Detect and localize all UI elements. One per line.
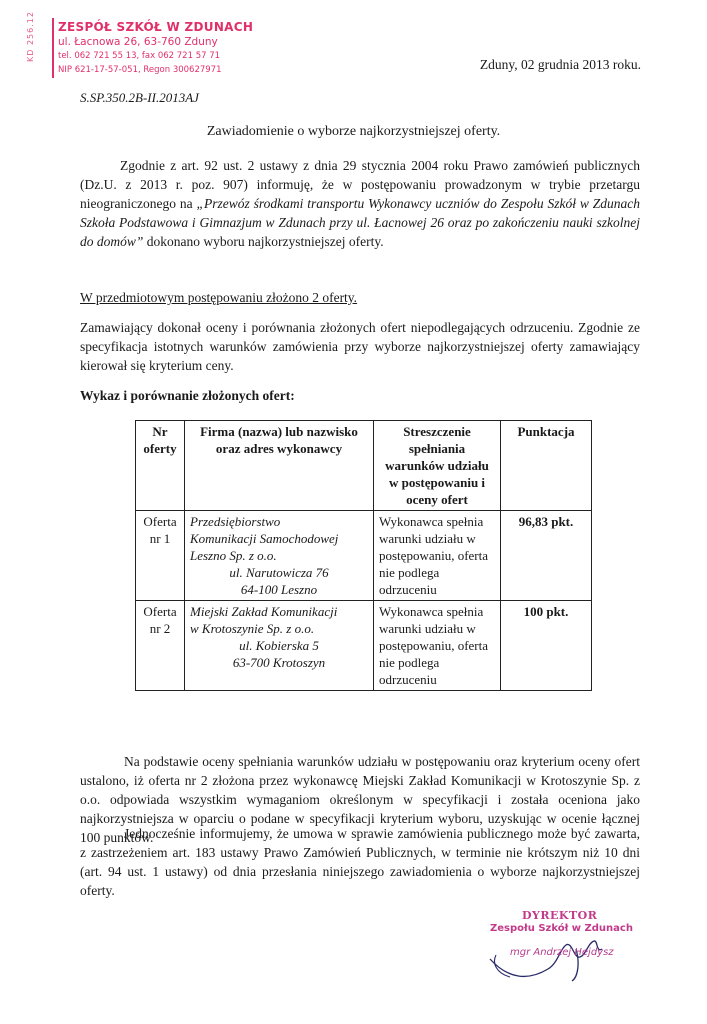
table-heading: Wykaz i porównanie złożonych ofert: <box>80 388 295 403</box>
intro-text-start: Zgodnie z art. 92 ust. 2 ustawy z dnia 29 stycznia 2004 roku Prawo zamówień publicznych (Dz.U. z 2013 r. poz. 907) informuję, że w postępowaniu prowadzonym w trybie przetargu nieograniczonego na <box>80 158 640 211</box>
stamp-phone: tel. 062 721 55 13, fax 062 721 57 71 <box>58 51 221 61</box>
offer-company <box>185 601 374 691</box>
document-title: Zawiadomienie o wyborze najkorzystniejszej oferty. <box>206 124 501 139</box>
stamp-ids: NIP 621-17-57-051, Regon 300627971 <box>58 65 222 75</box>
offer-score: 96,83 pkt. <box>501 511 592 601</box>
company-line: Przedsiębiorstwo <box>190 514 281 529</box>
offer-company <box>185 511 374 601</box>
offer-summary: Wykonawca spełnia warunki udziału w postępowaniu, oferta nie podlega odrzuceniu <box>374 601 501 691</box>
offer-score: 100 pkt. <box>501 601 592 691</box>
contract-paragraph: Jednocześnie informujemy, że umowa w sprawie zamówienia publicznego może być zawarta, z zastrzeżeniem art. 183 ustawy Prawo Zamówień Publicznych, w terminie nie krótszym niż 10 dni (art. 94 ust. 1 ustawy) od dnia przesłania niniejszego zawiadomienia o wyborze najkorzystniejszej oferty. <box>80 826 640 898</box>
table-row <box>136 601 592 691</box>
stamp-divider <box>52 18 54 78</box>
company-line: Miejski Zakład Komunikacji <box>190 604 338 619</box>
table-row <box>136 511 592 601</box>
offer-summary: Wykonawca spełnia warunki udziału w postępowaniu, oferta nie podlega odrzuceniu <box>374 511 501 601</box>
company-line: 64-100 Leszno <box>240 582 318 597</box>
company-line: ul. Kobierska 5 <box>239 638 319 653</box>
company-line: ul. Narutowicza 76 <box>229 565 329 580</box>
intro-paragraph <box>80 156 640 251</box>
reference-number: S.SP.350.2B-II.2013AJ <box>80 90 199 105</box>
signature-name: mgr Andrzej Hejdysz <box>510 947 614 958</box>
stamp-school-name: ZESPÓŁ SZKÓŁ W ZDUNACH <box>58 20 254 34</box>
offer-number: Oferta nr 1 <box>136 511 185 601</box>
offers-count-line: W przedmiotowym postępowaniu złożono 2 oferty. <box>80 290 358 305</box>
offer-number: Oferta nr 2 <box>136 601 185 691</box>
offers-table <box>135 420 592 691</box>
place-date: Zduny, 02 grudnia 2013 roku. <box>479 57 641 72</box>
company-line: Leszno Sp. z o.o. <box>190 548 277 563</box>
evaluation-paragraph: Zamawiający dokonał oceny i porównania złożonych ofert niepodlegających odrzuceniu. Zgodnie ze specyfikacja istotnych warunków zamówienia przy wyborze najkorzystniejszej oferty zamawiający kierował się kryterium ceny. <box>80 320 640 373</box>
signature-role: DYREKTOR <box>522 909 598 922</box>
header-company: Firma (nazwa) lub nazwisko oraz adres wykonawcy <box>185 421 374 511</box>
company-line: 63-700 Krotoszyn <box>232 655 326 670</box>
stamp-registry-number: KD 256.12 <box>26 11 35 62</box>
header-offer-number: Nr oferty <box>136 421 185 511</box>
company-line: Komunikacji Samochodowej <box>190 531 339 546</box>
header-summary: Streszczenie spełniania warunków udziału w postępowaniu i oceny ofert <box>374 421 501 511</box>
intro-text-end: dokonano wyboru najkorzystniejszej oferty. <box>143 234 384 249</box>
decision-paragraph: Na podstawie oceny spełniania warunków udziału w postępowaniu oraz kryterium oceny ofert ustalono, iż oferta nr 2 złożona przez wykonawcę Miejski Zakład Komunikacji w Krotoszynie Sp. z o.o. odpowiada wszystkim wymaganiom określonym w specyfikacji i została oceniona jako najkorzystniejsza w oparciu o podane w specyfikacji kryterium wyboru, uzyskując w ocenie łącznej 100 punktów. <box>80 754 640 845</box>
signature-institution: Zespołu Szkół w Zdunach <box>490 923 633 934</box>
table-header-row <box>136 421 592 511</box>
procurement-subject: „Przewóz środkami transportu Wykonawcy uczniów do Zespołu Szkół w Zdunach Szkoła Podstawowa i Gimnazjum w Zdunach przy ul. Łacnowej 26 oraz po zakończeniu nauki szkolnej do domów” <box>80 196 640 249</box>
header-score: Punktacja <box>501 421 592 511</box>
company-line: w Krotoszynie Sp. z o.o. <box>190 621 315 636</box>
stamp-address: ul. Łacnowa 26, 63-760 Zduny <box>58 36 218 48</box>
